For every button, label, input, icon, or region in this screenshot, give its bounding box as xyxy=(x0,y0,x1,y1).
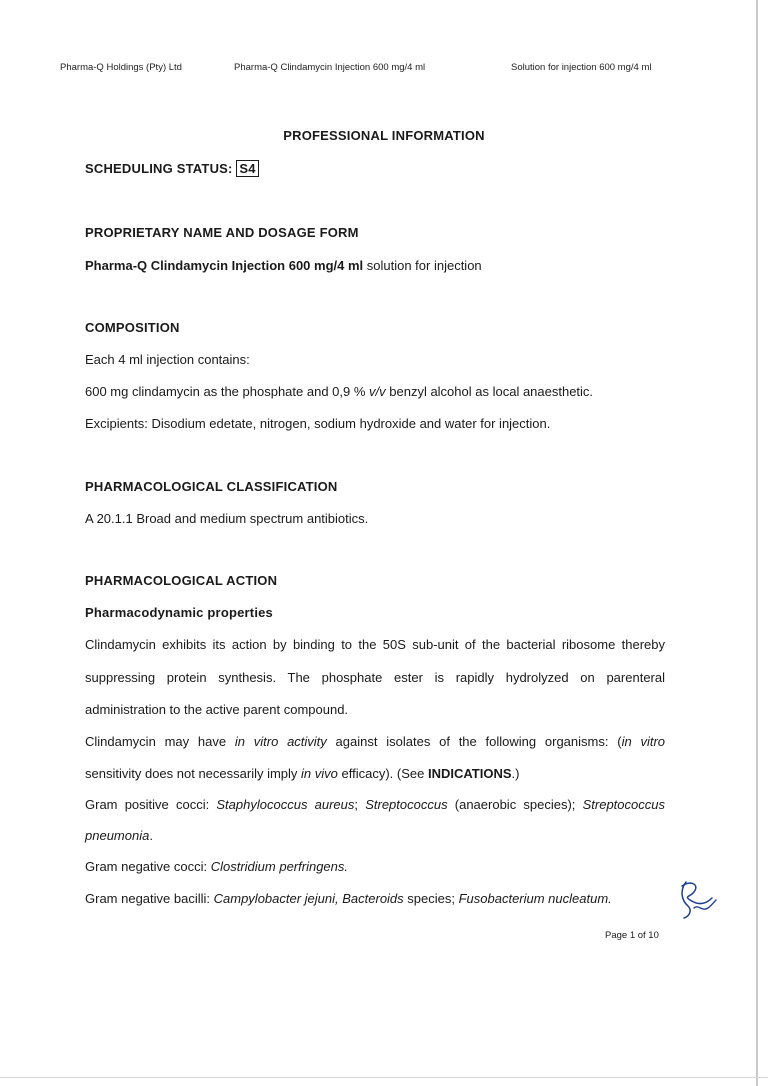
signature-initials xyxy=(672,876,718,922)
gram-negative-bacilli-a: Gram negative bacilli: xyxy=(85,891,214,906)
page-number: Page 1 of 10 xyxy=(605,930,659,941)
proprietary-heading: PROPRIETARY NAME AND DOSAGE FORM xyxy=(85,225,359,240)
scheduling-status xyxy=(85,160,259,177)
pd-line-2: suppressing protein synthesis. The phosphate ester is rapidly hydrolyzed on parenteral xyxy=(85,670,665,685)
scan-edge-bottom xyxy=(0,1077,768,1078)
composition-line-2-a: 600 mg clindamycin as the phosphate and 0,9 % xyxy=(85,384,370,399)
vitro-line-1-em2: in vitro xyxy=(621,734,666,749)
composition-heading: COMPOSITION xyxy=(85,320,180,335)
vitro-line-2-a: sensitivity does not necessarily imply xyxy=(85,766,302,781)
header-company: Pharma-Q Holdings (Pty) Ltd xyxy=(60,62,182,73)
proprietary-name-rest: solution for injection xyxy=(363,258,482,273)
scheduling-badge: S4 xyxy=(236,160,258,177)
gram-positive-line-1 xyxy=(85,797,665,812)
composition-line-3: Excipients: Disodium edetate, nitrogen, sodium hydroxide and water for injection. xyxy=(85,416,551,431)
gram-negative-cocci-em: Clostridium perfringens. xyxy=(210,859,348,874)
pd-line-1: Clindamycin exhibits its action by binding to the 50S sub-unit of the bacterial ribosome thereby xyxy=(85,637,665,652)
vitro-line-2-em: in vivo xyxy=(301,766,338,781)
vitro-line-2-c: .) xyxy=(511,766,520,781)
gram-positive-em4: pneumonia xyxy=(85,828,150,843)
header-form: Solution for injection 600 mg/4 ml xyxy=(511,62,652,73)
gram-positive-line-2 xyxy=(85,828,153,843)
gram-negative-bacilli-em2: Fusobacterium nucleatum. xyxy=(458,891,612,906)
pharmacodynamic-heading: Pharmacodynamic properties xyxy=(85,605,273,620)
vitro-line-2-b: efficacy). (See xyxy=(337,766,428,781)
proprietary-name xyxy=(85,258,482,273)
vitro-line-2 xyxy=(85,766,519,781)
composition-line-1: Each 4 ml injection contains: xyxy=(85,352,250,367)
gram-positive-c: (anaerobic species); xyxy=(447,797,583,812)
gram-negative-bacilli-em1: Campylobacter jejuni, Bacteroids xyxy=(213,891,404,906)
gram-positive-a: Gram positive cocci: xyxy=(85,797,217,812)
gram-negative-cocci xyxy=(85,859,348,874)
proprietary-name-bold: Pharma-Q Clindamycin Injection 600 mg/4 ml xyxy=(85,258,364,273)
action-heading: PHARMACOLOGICAL ACTION xyxy=(85,573,278,588)
classification-text: A 20.1.1 Broad and medium spectrum antibiotics. xyxy=(85,511,369,526)
gram-positive-d: . xyxy=(149,828,153,843)
gram-negative-bacilli-b: species; xyxy=(403,891,459,906)
gram-negative-bacilli xyxy=(85,891,612,906)
gram-negative-cocci-a: Gram negative cocci: xyxy=(85,859,211,874)
composition-line-2-em: v/v xyxy=(369,384,386,399)
pd-line-3: administration to the active parent compound. xyxy=(85,702,349,717)
classification-heading: PHARMACOLOGICAL CLASSIFICATION xyxy=(85,479,338,494)
composition-line-2-b: benzyl alcohol as local anaesthetic. xyxy=(385,384,594,399)
vitro-line-1-em1: in vitro activity xyxy=(234,734,327,749)
gram-positive-em2: Streptococcus xyxy=(365,797,448,812)
composition-line-2 xyxy=(85,384,593,399)
gram-positive-b: ; xyxy=(354,797,366,812)
vitro-line-1 xyxy=(85,734,665,749)
scan-edge-right xyxy=(756,0,758,1086)
gram-positive-em1: Staphylococcus aureus xyxy=(216,797,355,812)
vitro-line-1-b: against isolates of the following organisms: ( xyxy=(326,734,622,749)
gram-positive-em3: Streptococcus xyxy=(582,797,665,812)
page-title: PROFESSIONAL INFORMATION xyxy=(283,128,485,143)
vitro-line-1-a: Clindamycin may have xyxy=(85,734,235,749)
header-product: Pharma-Q Clindamycin Injection 600 mg/4 ml xyxy=(234,62,426,73)
vitro-line-2-bold: INDICATIONS xyxy=(427,766,512,781)
scheduling-label: SCHEDULING STATUS: xyxy=(85,161,233,176)
